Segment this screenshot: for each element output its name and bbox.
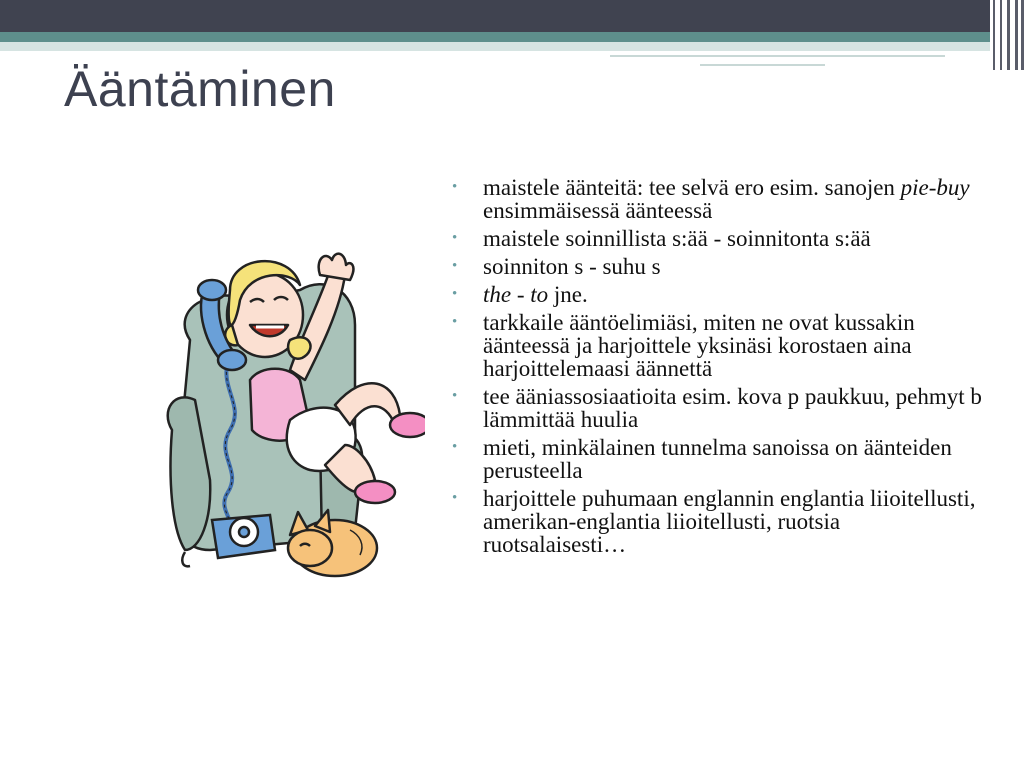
woman-on-phone-illustration — [150, 230, 425, 590]
bullet-text: mieti, minkälainen tunnelma sanoissa on äänteiden perusteella — [483, 435, 952, 483]
bullet-item — [452, 311, 982, 380]
bullet-dot-icon: • — [452, 258, 458, 274]
header-bar — [0, 0, 1024, 32]
bullet-item — [452, 283, 982, 306]
slide-title: Ääntäminen — [64, 61, 336, 117]
header-deco-stripes — [990, 0, 1024, 70]
bullet-text: maistele äänteitä: tee selvä ero esim. sanojen — [483, 175, 901, 200]
bullet-text: maistele soinnillista s:ää - soinnitonta s:ää — [483, 226, 871, 251]
bullet-dot-icon: • — [452, 490, 458, 506]
header-accent-band — [0, 32, 1024, 42]
bullet-item — [452, 255, 982, 278]
bullet-text: jne. — [548, 282, 588, 307]
bullet-text-italic: to — [530, 282, 549, 307]
bullet-dot-icon: • — [452, 230, 458, 246]
bullet-text-italic: the — [483, 282, 512, 307]
header-light-band — [0, 42, 1024, 51]
bullet-dot-icon: • — [452, 286, 458, 302]
bullet-dot-icon: • — [452, 314, 458, 330]
bullet-text: tee ääniassosiaatioita esim. kova p paukkuu, pehmyt b lämmittää huulia — [483, 384, 982, 432]
bullet-text: harjoittele puhumaan englannin englantia liioitellusti, amerikan-englantia liioitellusti, ruotsia ruotsalaisesti… — [483, 486, 976, 557]
bullet-text: tarkkaile ääntöelimiäsi, miten ne ovat kussakin äänteessä ja harjoittele yksinäsi korostaen aina harjoittelemaasi äännettä — [483, 310, 915, 381]
bullet-dot-icon: • — [452, 439, 458, 455]
bullet-list — [452, 176, 982, 561]
header-deco-line — [610, 55, 945, 57]
bullet-text: ensimmäisessä äänteessä — [483, 198, 713, 223]
bullet-item — [452, 227, 982, 250]
header-deco-line — [700, 64, 825, 66]
bullet-item — [452, 176, 982, 222]
bullet-item — [452, 385, 982, 431]
bullet-text-italic: pie-buy — [900, 175, 970, 200]
rotary-phone-icon — [212, 515, 275, 558]
bullet-item — [452, 436, 982, 482]
bullet-item — [452, 487, 982, 556]
bullet-text: soinniton s - suhu s — [483, 254, 661, 279]
bullet-dot-icon: • — [452, 179, 458, 195]
bullet-dot-icon: • — [452, 388, 458, 404]
bullet-text: - — [511, 282, 531, 307]
sleeping-cat-icon — [288, 510, 377, 576]
